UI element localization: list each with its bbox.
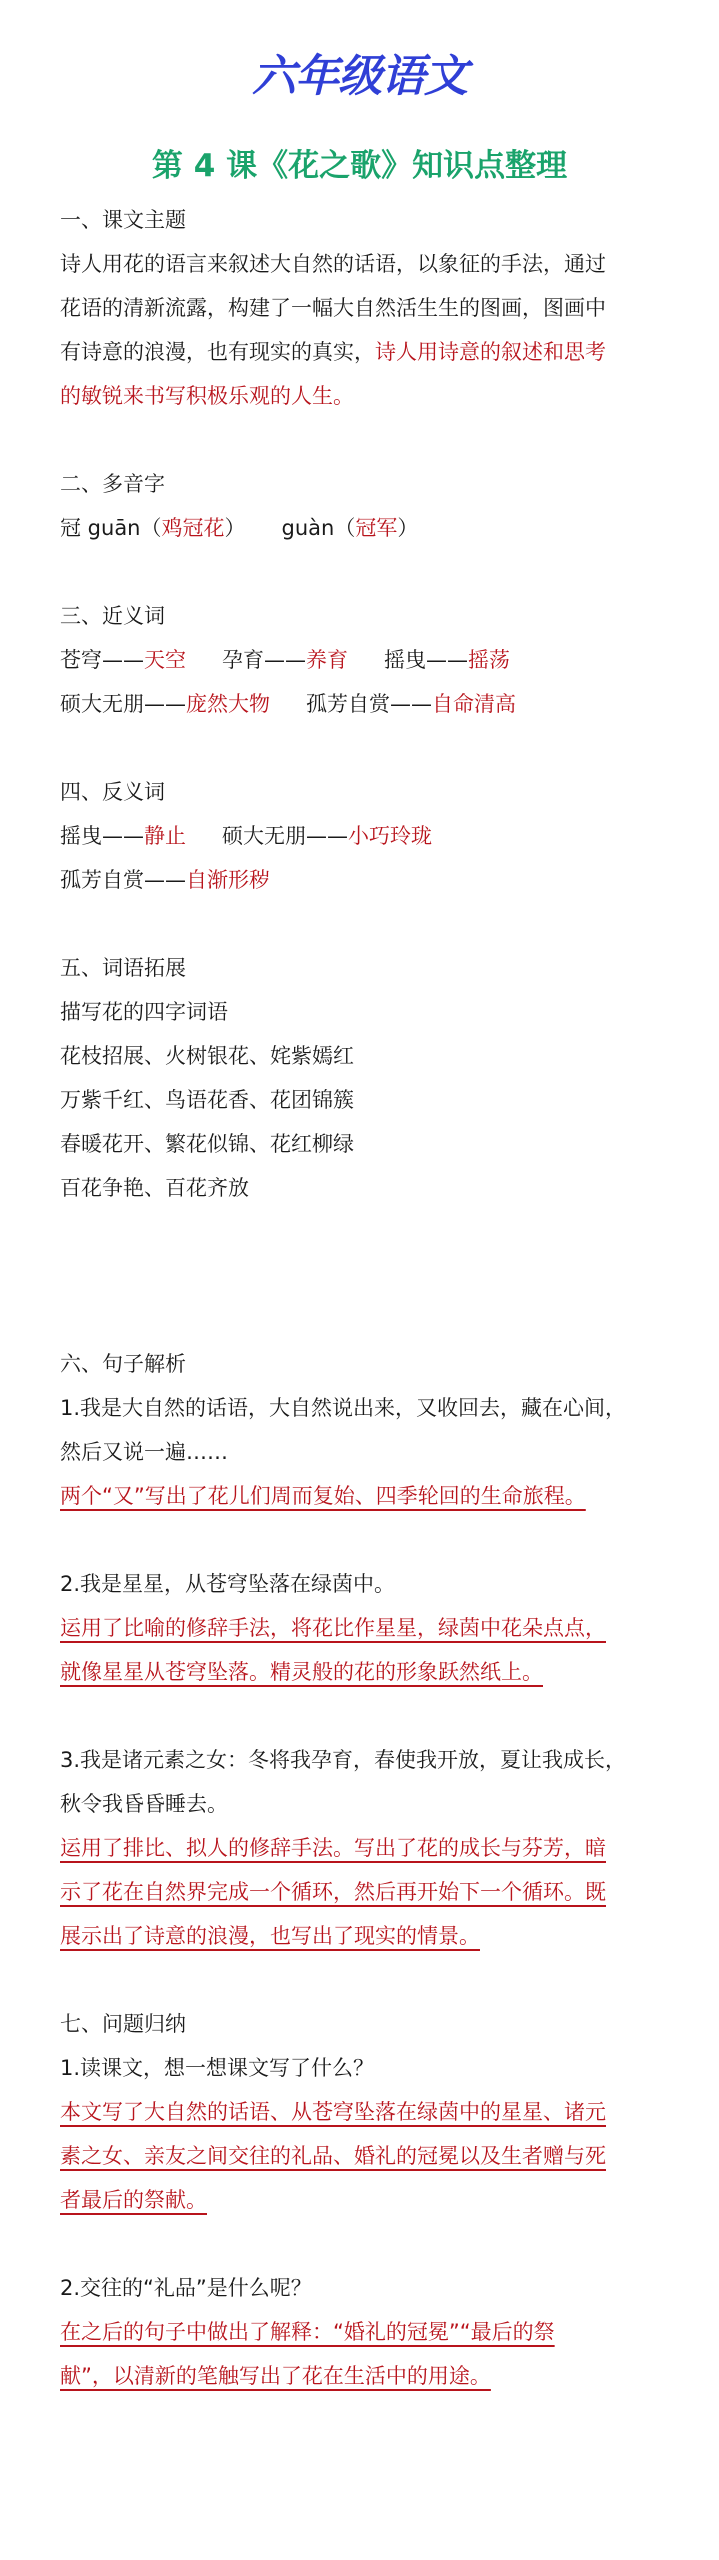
answer: 素之女、亲友之间交往的礼品、婚礼的冠冕以及生者赠与死: [60, 2144, 606, 2168]
question-line: 1.读课文，想一想课文写了什么？: [60, 2056, 375, 2080]
list-item: 百花争艳、百花齐放: [60, 1176, 249, 1200]
pinyin: guàn（: [281, 516, 356, 540]
word: 孤芳自赏——: [60, 868, 186, 892]
answer-line: [60, 2354, 680, 2398]
answer: 鸡冠花: [161, 516, 225, 540]
answer: 在之后的句子中做出了解释：“婚礼的冠冕”“最后的祭: [60, 2320, 555, 2344]
synonym-row: [60, 682, 680, 726]
word: 孕育——: [222, 648, 306, 672]
answer-line: [60, 1826, 680, 1870]
answer: 自命清高: [432, 692, 516, 716]
synonym-row: [60, 638, 680, 682]
answer-line: [60, 1650, 680, 1694]
word: 摇曳——: [384, 648, 468, 672]
answer: 天空: [144, 648, 186, 672]
answer-line: [60, 2178, 680, 2222]
section-heading: 五、词语拓展: [60, 956, 186, 980]
section-heading: 七、问题归纳: [60, 2012, 186, 2036]
question-line: 2.交往的“礼品”是什么呢？: [60, 2276, 312, 2300]
answer: 运用了排比、拟人的修辞手法。写出了花的成长与芬芳，暗: [60, 1836, 606, 1860]
answer-line: [60, 1474, 680, 1518]
logo: 六年级语文: [252, 51, 467, 102]
bracket: ）: [224, 516, 246, 540]
pinyin: 冠 guān（: [60, 516, 162, 540]
answer: 冠军: [355, 516, 398, 540]
question-line: 3.我是诸元素之女：冬将我孕育，春使我开放，夏让我成长，: [60, 1748, 627, 1772]
answer: 两个“又”写出了花儿们周而复始、四季轮回的生命旅程。: [60, 1484, 586, 1508]
question-line: 1.我是大自然的话语，大自然说出来，又收回去，藏在心间，: [60, 1396, 627, 1420]
word: 孤芳自赏——: [306, 692, 432, 716]
document-body: [60, 198, 680, 2398]
list-item: 花枝招展、火树银花、姹紫嫣红: [60, 1044, 354, 1068]
answer-line: [60, 1606, 680, 1650]
highlight-text: 的敏锐来书写积极乐观的人生。: [60, 384, 354, 408]
answer: 展示出了诗意的浪漫，也写出了现实的情景。: [60, 1924, 480, 1948]
paragraph-line: 诗人用花的语言来叙述大自然的话语，以象征的手法，通过: [60, 252, 606, 276]
list-item: 描写花的四字词语: [60, 1000, 228, 1024]
list-item: 春暖花开、繁花似锦、花红柳绿: [60, 1132, 354, 1156]
question-line: 秋令我昏昏睡去。: [60, 1792, 228, 1816]
text: 有诗意的浪漫，也有现实的真实，: [60, 340, 375, 364]
section-heading: 四、反义词: [60, 780, 165, 804]
section-heading: 一、课文主题: [60, 208, 186, 232]
answer: 示了花在自然界完成一个循环，然后再开始下一个循环。既: [60, 1880, 606, 1904]
answer-line: [60, 1870, 680, 1914]
bracket: ）: [397, 516, 419, 540]
answer-line: [60, 2134, 680, 2178]
word: 苍穹——: [60, 648, 144, 672]
section-heading: 二、多音字: [60, 472, 165, 496]
word: 摇曳——: [60, 824, 144, 848]
answer: 庞然大物: [186, 692, 270, 716]
page-title: 第 4 课《花之歌》知识点整理: [151, 148, 568, 184]
section-heading: 三、近义词: [60, 604, 165, 628]
highlight-text: 诗人用诗意的叙述和思考: [375, 340, 606, 364]
question-line: 2.我是星星，从苍穹坠落在绿茵中。: [60, 1572, 396, 1596]
answer-line: [60, 1914, 680, 1958]
answer: 本文写了大自然的话语、从苍穹坠落在绿茵中的星星、诸元: [60, 2100, 606, 2124]
word: 硕大无朋——: [222, 824, 348, 848]
section-heading: 六、句子解析: [60, 1352, 186, 1376]
antonym-row: [60, 858, 680, 902]
paragraph-line: 花语的清新流露，构建了一幅大自然活生生的图画，图画中: [60, 296, 606, 320]
answer-line: [60, 2310, 680, 2354]
answer-line: [60, 2090, 680, 2134]
answer: 摇荡: [468, 648, 510, 672]
word: 硕大无朋——: [60, 692, 186, 716]
answer: 小巧玲珑: [348, 824, 432, 848]
antonym-row: [60, 814, 680, 858]
answer: 献”，以清新的笔触写出了花在生活中的用途。: [60, 2364, 491, 2388]
answer: 养育: [306, 648, 348, 672]
answer: 静止: [144, 824, 186, 848]
question-line: 然后又说一遍……: [60, 1440, 228, 1464]
answer: 就像星星从苍穹坠落。精灵般的花的形象跃然纸上。: [60, 1660, 543, 1684]
list-item: 万紫千红、鸟语花香、花团锦簇: [60, 1088, 354, 1112]
paragraph-line: [60, 330, 680, 374]
answer: 运用了比喻的修辞手法，将花比作星星，绿茵中花朵点点，: [60, 1616, 606, 1640]
polyphone-line: [60, 506, 680, 550]
answer: 自渐形秽: [186, 868, 270, 892]
answer: 者最后的祭献。: [60, 2188, 207, 2212]
